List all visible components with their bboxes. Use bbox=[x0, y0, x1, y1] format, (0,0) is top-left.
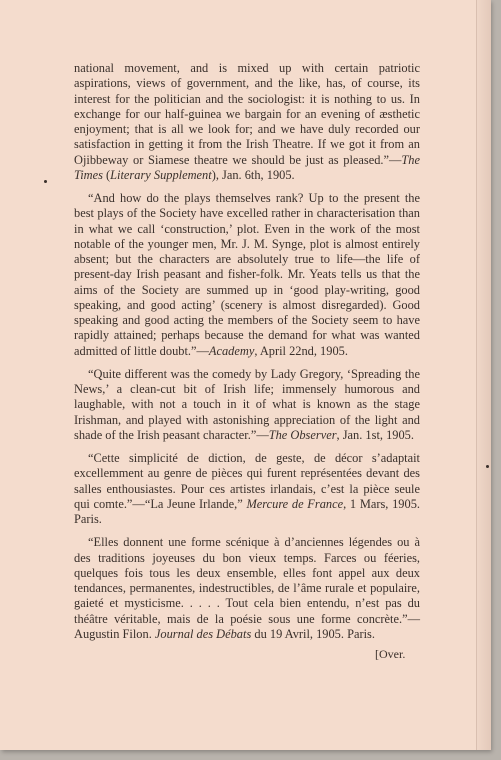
ink-spot bbox=[44, 180, 47, 183]
paragraph-observer bbox=[74, 367, 420, 443]
ink-spot bbox=[486, 465, 489, 468]
page-body bbox=[74, 61, 420, 650]
paragraph-text: ), Jan. 6th, 1905. bbox=[211, 167, 295, 182]
paragraph-text: , April 22nd, 1905. bbox=[254, 343, 348, 358]
page-edge bbox=[476, 0, 491, 750]
paragraph-text: , 1 Mars, 1905. Paris. bbox=[74, 496, 420, 526]
citation-source: The Times bbox=[74, 152, 420, 182]
paragraph-debats bbox=[74, 535, 420, 642]
citation-source: Academy bbox=[208, 343, 255, 358]
paragraph-mercure bbox=[74, 451, 420, 527]
paragraph-text: du 19 Avril, 1905. Paris. bbox=[251, 626, 375, 641]
paragraph-text: “Elles donnent une forme scénique à d’anciennes légendes ou à des traditions joyeuses du bon vieux temps. Farces ou féeries, quelques fois tous les deux ensemble, elles font appel aux deux tendances, permanentes, indestructibles, de l’âme rurale et populaire, gaieté et mysticisme. . . . . Tout cela bien entendu, n’est pas du théâtre véritable, mais de la poésie sous une forme concrète.”—Augustin Filon. bbox=[74, 535, 420, 641]
citation-source: The Observer bbox=[268, 427, 337, 442]
catchword: [Over. bbox=[375, 647, 406, 661]
paragraph-text: “Cette simplicité de diction, de geste, de décor s’adaptait excellemment au genre de pièces qui furent représentées devant des salles enthousiastes. Pour ces artistes irlandais, c’est la pièce seule qui comte.”—“La Jeune Irlande,” bbox=[74, 451, 420, 511]
citation-source: Literary Supplement bbox=[110, 167, 212, 182]
paragraph-text: “And how do the plays themselves rank? Up to the present the best plays of the Society have excelled rather in characterisation than in what we call ‘construction,’ plot. Even in the work of the most notable of the younger men, Mr. J. M. Synge, plot is almost entirely absent; but the characters are absolutely true to life—the life of present-day Irish peasant and fisher-folk. Mr. Yeats tells us that the aims of the Society are summed up in ‘good play-writing, good speaking, and good acting’ (scenery is almost disregarded). Good speaking and good acting the members of the Society seem to have rapidly attained; perhaps because the demand for what was wanted admitted of little doubt.”— bbox=[74, 191, 420, 358]
paragraph-text: ( bbox=[102, 167, 111, 182]
paragraph-academy bbox=[74, 191, 420, 359]
paragraph-text: “Quite different was the comedy by Lady Gregory, ‘Spreading the News,’ a clean-cut bit of Irish life; immensely humorous and laughable, with not a touch in it of what is known as the stage Irishman, and played with astonishing appreciation of the light and shade of the Irish peasant character.”— bbox=[74, 366, 420, 442]
paragraph-text: , Jan. 1st, 1905. bbox=[336, 427, 414, 442]
citation-source: Journal des Débats bbox=[154, 626, 252, 641]
paragraph-text: national movement, and is mixed up with certain patriotic aspirations, views of government, and the like, has, of course, its interest for the politician and the sociologist: it is nothing to us. In exchange for our half-guinea we bargain for an evening of æsthetic enjoyment; that is all we look for; and we have duly recorded our satisfaction in getting it from the Irish Theatre. If we got it from an Ojibbeway or Siamese theatre we should be just as pleased.”— bbox=[74, 61, 420, 167]
citation-source: Mercure de France bbox=[246, 496, 344, 511]
paragraph-times bbox=[74, 61, 420, 183]
